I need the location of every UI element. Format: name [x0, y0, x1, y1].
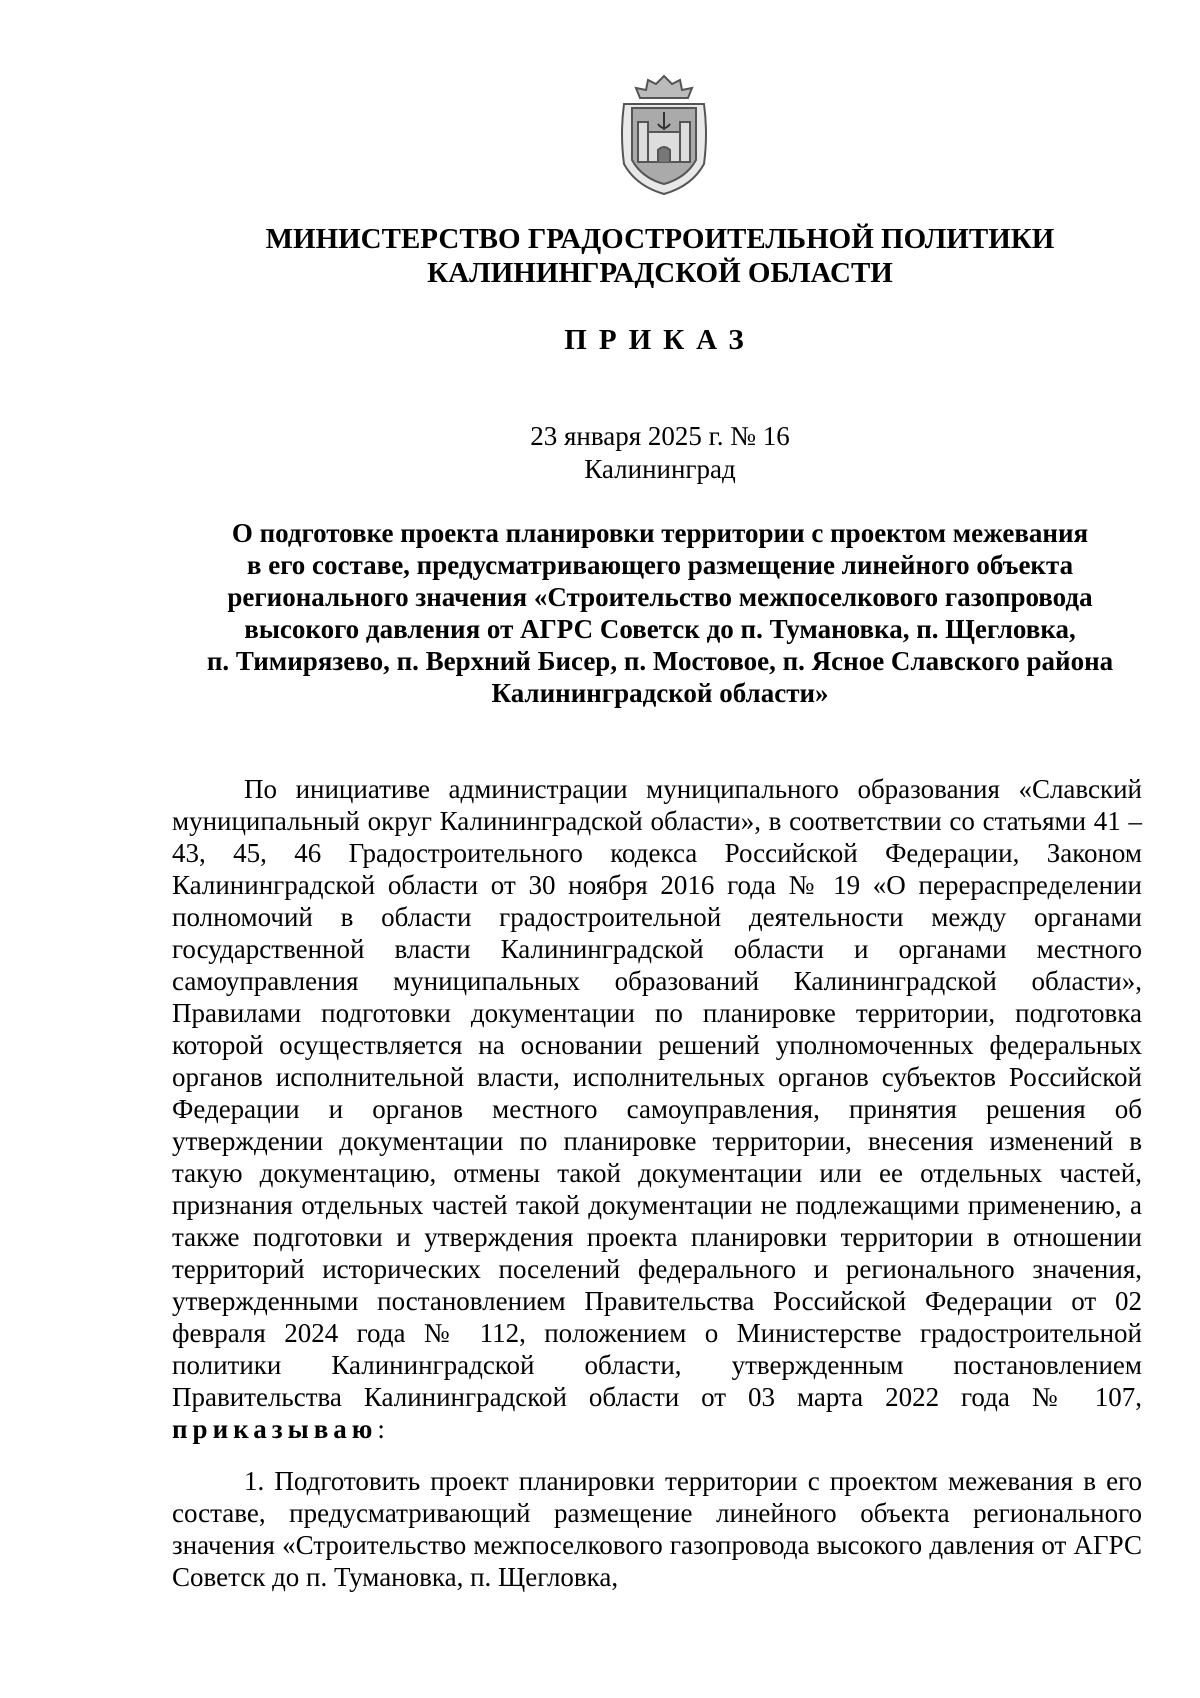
subject-line: п. Тимирязево, п. Верхний Бисер, п. Мостовое, п. Ясное Славского района: [206, 646, 1114, 676]
subject-line: высокого давления от АГРС Советск до п. Тумановка, п. Щегловка,: [244, 614, 1076, 644]
order-item-1: 1. Подготовить проект планировки территории с проектом межевания в его составе, предусматривающий размещение линейного объекта регионального значения «Строительство межпоселкового газопровода высокого давления от АГРС Советск до п. Тумановка, п. Щегловка,: [172, 1466, 1142, 1592]
ministry-name: [160, 222, 1160, 290]
subject-line: О подготовке проекта планировки территории с проектом межевания: [231, 518, 1089, 548]
subject-line: Калининградской области»: [491, 678, 829, 708]
order-title: ПРИКАЗ: [564, 324, 756, 356]
order-date-block: [160, 420, 1160, 486]
preamble-text: По инициативе администрации муниципального образования «Славский муниципальный округ Калининградской области», в соответствии со статьями 41 – 43, 45, 46 Градостроительного кодекса Российской Федерации, Законом Калининградской области от 30 ноября 2016 года № 19 «О перераспределении полномочий в области градостроительной деятельности между органами государственной власти Калининградской области и органами местного самоуправления муниципальных образований Калининградской области», Правилами подготовки документации по планировке территории, подготовка которой осуществляется на основании решений уполномоченных федеральных органов исполнительной власти, исполнительных органов субъектов Российской Федерации и органов местного самоуправления, принятия решения об утверждении документации по планировке территории, внесения изменений в такую документацию, отмены такой документации или ее отдельных частей, признания отдельных частей такой документации не подлежащими применению, а также подготовки и утверждения проекта планировки территории в отношении территорий исторических поселений федерального и регионального значения, утвержденными постановлением Правительства Российской Федерации от 02 февраля 2024 года № 112, положением о Министерстве градостроительной политики Калининградской области, утвержденным постановлением Правительства Калининградской области от 03 марта 2022 года № 107,: [172, 774, 1142, 1412]
order-date-number: 23 января 2025 г. № 16: [530, 421, 790, 451]
order-colon: :: [377, 1414, 385, 1444]
subject-line: регионального значения «Строительство межпоселкового газопровода: [227, 582, 1093, 612]
coat-of-arms-emblem: [616, 74, 712, 198]
preamble-paragraph: [172, 773, 1142, 1445]
ministry-line-2: КАЛИНИНГРАДСКОЙ ОБЛАСТИ: [427, 257, 893, 289]
order-subject: [165, 517, 1155, 709]
ministry-line-1: МИНИСТЕРСТВО ГРАДОСТРОИТЕЛЬНОЙ ПОЛИТИКИ: [265, 223, 1055, 255]
order-city: Калининград: [584, 454, 736, 484]
subject-line: в его составе, предусматривающего размещение линейного объекта: [246, 550, 1074, 580]
order-word: приказываю: [172, 1414, 378, 1444]
